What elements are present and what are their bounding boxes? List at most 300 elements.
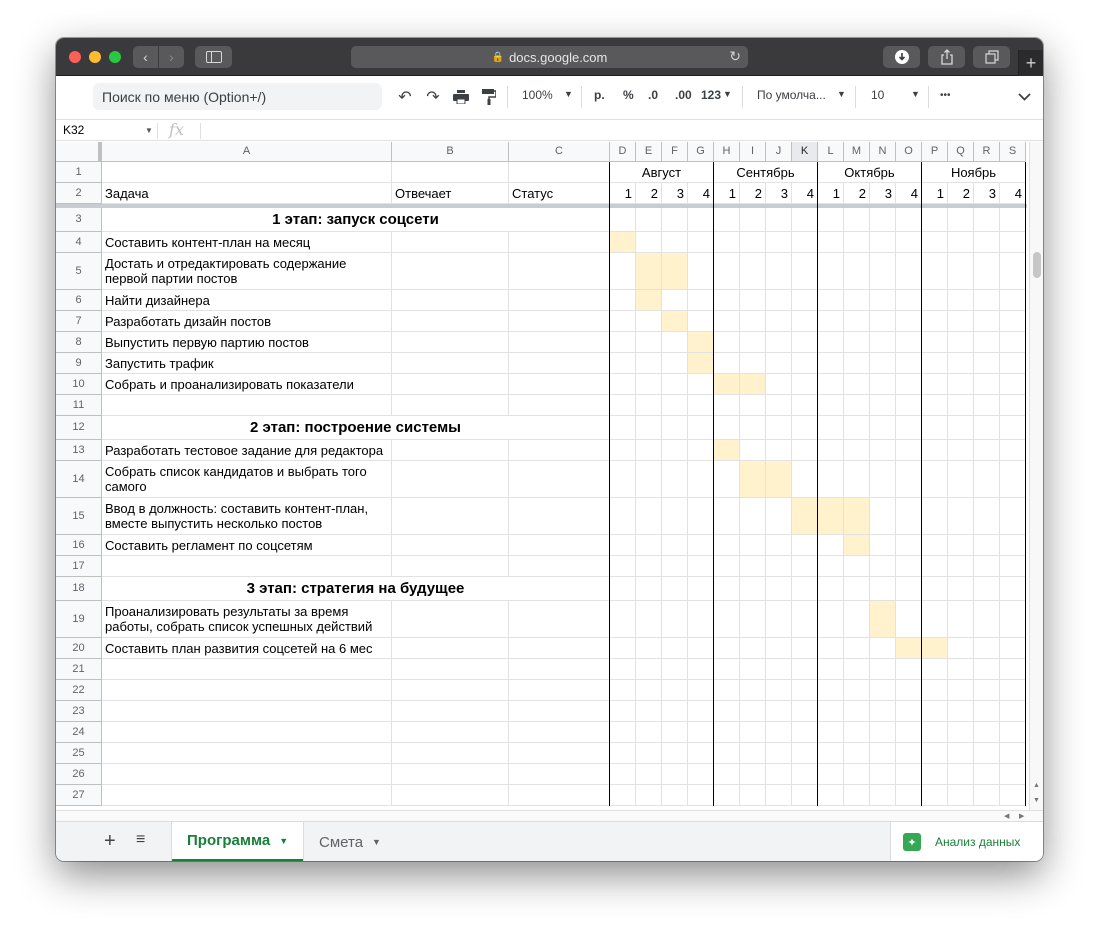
scroll-right-icon[interactable]: ▶ bbox=[1019, 813, 1025, 820]
back-button[interactable]: ‹ bbox=[133, 46, 158, 68]
grid-cell[interactable] bbox=[102, 395, 392, 416]
grid-cell[interactable] bbox=[610, 638, 636, 659]
grid-cell[interactable] bbox=[662, 680, 688, 701]
grid-cell[interactable] bbox=[610, 659, 636, 680]
grid-cell[interactable] bbox=[948, 577, 974, 601]
grid-cell[interactable] bbox=[870, 535, 896, 556]
grid-cell[interactable] bbox=[818, 701, 844, 722]
grid-cell[interactable] bbox=[896, 440, 922, 461]
grid-cell[interactable] bbox=[948, 374, 974, 395]
grid-cell[interactable] bbox=[792, 208, 818, 232]
name-box[interactable]: K32 bbox=[63, 123, 85, 137]
grid-cell[interactable] bbox=[818, 556, 844, 577]
grid-cell[interactable] bbox=[714, 461, 740, 498]
grid-cell[interactable] bbox=[896, 535, 922, 556]
grid-cell[interactable] bbox=[509, 722, 610, 743]
column-header-q[interactable]: Q bbox=[948, 142, 974, 162]
grid-cell[interactable] bbox=[662, 290, 688, 311]
grid-cell[interactable] bbox=[509, 498, 610, 535]
grid-cell[interactable] bbox=[688, 253, 714, 290]
grid-cell[interactable] bbox=[870, 722, 896, 743]
grid-cell[interactable] bbox=[392, 253, 509, 290]
grid-cell[interactable] bbox=[688, 374, 714, 395]
grid-cell[interactable] bbox=[870, 416, 896, 440]
grid-cell[interactable] bbox=[974, 659, 1000, 680]
grid-cell[interactable] bbox=[766, 311, 792, 332]
grid-cell[interactable] bbox=[688, 440, 714, 461]
grid-cell[interactable] bbox=[740, 535, 766, 556]
zoom-select[interactable]: 100% bbox=[522, 88, 553, 102]
explore-button[interactable] bbox=[891, 822, 1043, 861]
grid-cell[interactable] bbox=[766, 332, 792, 353]
vertical-scroll-thumb[interactable] bbox=[1033, 252, 1041, 278]
grid-cell[interactable] bbox=[509, 332, 610, 353]
grid-cell[interactable] bbox=[948, 440, 974, 461]
grid-cell[interactable] bbox=[844, 680, 870, 701]
grid-cell[interactable] bbox=[610, 701, 636, 722]
grid-cell[interactable] bbox=[662, 601, 688, 638]
more-formats-button[interactable]: 123 bbox=[701, 88, 722, 102]
spreadsheet-grid[interactable] bbox=[56, 142, 1043, 810]
grid-cell[interactable] bbox=[636, 416, 662, 440]
grid-cell[interactable] bbox=[766, 416, 792, 440]
grid-cell[interactable] bbox=[509, 290, 610, 311]
grid-cell[interactable] bbox=[896, 374, 922, 395]
grid-cell[interactable] bbox=[818, 208, 844, 232]
row-header-4[interactable]: 4 bbox=[56, 232, 102, 253]
address-bar[interactable] bbox=[351, 46, 748, 68]
grid-cell[interactable] bbox=[974, 332, 1000, 353]
grid-cell[interactable] bbox=[844, 556, 870, 577]
gantt-bar-cell[interactable] bbox=[636, 253, 662, 290]
grid-cell[interactable] bbox=[974, 290, 1000, 311]
grid-cell[interactable] bbox=[948, 232, 974, 253]
grid-cell[interactable] bbox=[870, 498, 896, 535]
row-header-19[interactable]: 19 bbox=[56, 601, 102, 638]
grid-cell[interactable] bbox=[870, 577, 896, 601]
grid-cell[interactable] bbox=[610, 577, 636, 601]
grid-cell[interactable] bbox=[714, 638, 740, 659]
more-formats-caret-icon[interactable]: ▼ bbox=[723, 89, 732, 99]
grid-cell[interactable] bbox=[870, 785, 896, 806]
name-box-caret-icon[interactable]: ▼ bbox=[145, 126, 153, 135]
grid-cell[interactable] bbox=[948, 722, 974, 743]
grid-cell[interactable] bbox=[636, 764, 662, 785]
grid-cell[interactable] bbox=[636, 332, 662, 353]
task-cell[interactable]: Составить регламент по соцсетям bbox=[102, 535, 392, 556]
grid-cell[interactable] bbox=[844, 577, 870, 601]
grid-cell[interactable] bbox=[662, 374, 688, 395]
grid-cell[interactable] bbox=[766, 638, 792, 659]
grid-cell[interactable] bbox=[922, 764, 948, 785]
grid-cell[interactable] bbox=[818, 785, 844, 806]
grid-cell[interactable] bbox=[896, 461, 922, 498]
task-cell[interactable]: Запустить трафик bbox=[102, 353, 392, 374]
column-header-g[interactable]: G bbox=[688, 142, 714, 162]
grid-cell[interactable] bbox=[610, 416, 636, 440]
grid-cell[interactable] bbox=[636, 722, 662, 743]
grid-cell[interactable] bbox=[766, 722, 792, 743]
column-header-h[interactable]: H bbox=[714, 142, 740, 162]
grid-cell[interactable] bbox=[662, 353, 688, 374]
grid-cell[interactable] bbox=[1000, 556, 1026, 577]
grid-cell[interactable] bbox=[610, 743, 636, 764]
scroll-left-icon[interactable]: ◀ bbox=[1004, 813, 1010, 820]
grid-cell[interactable] bbox=[818, 638, 844, 659]
grid-cell[interactable] bbox=[818, 764, 844, 785]
grid-cell[interactable] bbox=[688, 680, 714, 701]
show-tabs-button[interactable] bbox=[973, 46, 1010, 68]
row-header-12[interactable]: 12 bbox=[56, 416, 102, 440]
column-header-d[interactable]: D bbox=[610, 142, 636, 162]
grid-cell[interactable] bbox=[844, 701, 870, 722]
grid-cell[interactable] bbox=[948, 416, 974, 440]
grid-cell[interactable] bbox=[636, 395, 662, 416]
grid-cell[interactable] bbox=[714, 722, 740, 743]
share-button[interactable] bbox=[928, 46, 965, 68]
grid-cell[interactable] bbox=[509, 311, 610, 332]
grid-cell[interactable] bbox=[688, 701, 714, 722]
grid-cell[interactable] bbox=[1000, 232, 1026, 253]
grid-cell[interactable] bbox=[766, 353, 792, 374]
grid-cell[interactable] bbox=[392, 440, 509, 461]
grid-cell[interactable] bbox=[948, 332, 974, 353]
row-header-16[interactable]: 16 bbox=[56, 535, 102, 556]
grid-cell[interactable] bbox=[610, 461, 636, 498]
column-header-r[interactable]: R bbox=[974, 142, 1000, 162]
gantt-bar-cell[interactable] bbox=[662, 253, 688, 290]
grid-cell[interactable] bbox=[870, 332, 896, 353]
gantt-bar-cell[interactable] bbox=[688, 332, 714, 353]
grid-cell[interactable] bbox=[922, 461, 948, 498]
task-cell[interactable]: Выпустить первую партию постов bbox=[102, 332, 392, 353]
grid-cell[interactable] bbox=[818, 722, 844, 743]
grid-cell[interactable] bbox=[610, 208, 636, 232]
grid-cell[interactable] bbox=[610, 764, 636, 785]
grid-cell[interactable] bbox=[922, 353, 948, 374]
grid-cell[interactable] bbox=[896, 722, 922, 743]
grid-cell[interactable] bbox=[792, 785, 818, 806]
grid-cell[interactable] bbox=[102, 680, 392, 701]
column-header-c[interactable]: C bbox=[509, 142, 610, 162]
grid-cell[interactable] bbox=[974, 785, 1000, 806]
grid-cell[interactable] bbox=[102, 743, 392, 764]
grid-cell[interactable] bbox=[740, 638, 766, 659]
grid-cell[interactable] bbox=[688, 785, 714, 806]
grid-cell[interactable] bbox=[844, 440, 870, 461]
grid-cell[interactable] bbox=[922, 680, 948, 701]
grid-cell[interactable] bbox=[714, 785, 740, 806]
grid-cell[interactable] bbox=[792, 353, 818, 374]
grid-cell[interactable] bbox=[740, 440, 766, 461]
grid-cell[interactable] bbox=[818, 440, 844, 461]
grid-cell[interactable] bbox=[1000, 395, 1026, 416]
grid-cell[interactable] bbox=[896, 416, 922, 440]
grid-cell[interactable] bbox=[636, 701, 662, 722]
grid-cell[interactable] bbox=[948, 461, 974, 498]
grid-cell[interactable] bbox=[509, 395, 610, 416]
grid-cell[interactable] bbox=[896, 290, 922, 311]
column-header-j[interactable]: J bbox=[766, 142, 792, 162]
grid-cell[interactable] bbox=[1000, 535, 1026, 556]
grid-cell[interactable] bbox=[870, 395, 896, 416]
more-options-icon[interactable]: ••• bbox=[940, 90, 951, 101]
grid-cell[interactable] bbox=[792, 601, 818, 638]
task-cell[interactable]: Достать и отредактировать содержание первой партии постов bbox=[102, 253, 392, 290]
grid-cell[interactable] bbox=[844, 395, 870, 416]
grid-cell[interactable] bbox=[1000, 353, 1026, 374]
grid-cell[interactable] bbox=[610, 353, 636, 374]
grid-cell[interactable] bbox=[792, 395, 818, 416]
grid-cell[interactable] bbox=[392, 701, 509, 722]
grid-cell[interactable] bbox=[844, 638, 870, 659]
grid-cell[interactable] bbox=[1000, 290, 1026, 311]
grid-cell[interactable] bbox=[766, 743, 792, 764]
grid-cell[interactable] bbox=[740, 253, 766, 290]
grid-cell[interactable] bbox=[818, 535, 844, 556]
grid-cell[interactable] bbox=[714, 601, 740, 638]
grid-cell[interactable] bbox=[509, 535, 610, 556]
grid-cell[interactable] bbox=[740, 577, 766, 601]
grid-cell[interactable] bbox=[896, 743, 922, 764]
grid-cell[interactable] bbox=[636, 311, 662, 332]
grid-cell[interactable] bbox=[896, 764, 922, 785]
grid-cell[interactable] bbox=[688, 290, 714, 311]
grid-cell[interactable] bbox=[792, 638, 818, 659]
grid-cell[interactable] bbox=[792, 311, 818, 332]
grid-cell[interactable] bbox=[870, 701, 896, 722]
grid-cell[interactable] bbox=[922, 311, 948, 332]
grid-cell[interactable] bbox=[740, 680, 766, 701]
grid-cell[interactable] bbox=[922, 395, 948, 416]
gantt-bar-cell[interactable] bbox=[922, 638, 948, 659]
print-icon[interactable] bbox=[451, 86, 471, 108]
gantt-bar-cell[interactable] bbox=[870, 601, 896, 638]
grid-cell[interactable] bbox=[509, 374, 610, 395]
grid-cell[interactable] bbox=[662, 332, 688, 353]
row-header-9[interactable]: 9 bbox=[56, 353, 102, 374]
grid-cell[interactable] bbox=[974, 374, 1000, 395]
grid-cell[interactable] bbox=[896, 332, 922, 353]
grid-cell[interactable] bbox=[818, 743, 844, 764]
grid-cell[interactable] bbox=[844, 253, 870, 290]
grid-cell[interactable] bbox=[870, 440, 896, 461]
gantt-bar-cell[interactable] bbox=[662, 311, 688, 332]
grid-cell[interactable] bbox=[740, 208, 766, 232]
grid-cell[interactable] bbox=[896, 659, 922, 680]
row-header-11[interactable]: 11 bbox=[56, 395, 102, 416]
grid-cell[interactable] bbox=[792, 722, 818, 743]
grid-cell[interactable] bbox=[636, 638, 662, 659]
grid-cell[interactable] bbox=[948, 659, 974, 680]
grid-cell[interactable] bbox=[102, 701, 392, 722]
grid-cell[interactable] bbox=[922, 208, 948, 232]
grid-cell[interactable] bbox=[766, 556, 792, 577]
grid-cell[interactable] bbox=[509, 659, 610, 680]
task-cell[interactable]: Ввод в должность: составить контент-план, вместе выпустить несколько постов bbox=[102, 498, 392, 535]
grid-cell[interactable] bbox=[974, 461, 1000, 498]
grid-cell[interactable] bbox=[948, 601, 974, 638]
grid-cell[interactable] bbox=[818, 659, 844, 680]
grid-cell[interactable] bbox=[974, 764, 1000, 785]
grid-cell[interactable] bbox=[1000, 722, 1026, 743]
grid-cell[interactable] bbox=[844, 601, 870, 638]
grid-cell[interactable] bbox=[974, 556, 1000, 577]
gantt-bar-cell[interactable] bbox=[740, 374, 766, 395]
grid-cell[interactable] bbox=[948, 743, 974, 764]
task-cell[interactable]: Найти дизайнера bbox=[102, 290, 392, 311]
grid-cell[interactable] bbox=[974, 577, 1000, 601]
add-sheet-button[interactable]: + bbox=[104, 830, 116, 852]
grid-cell[interactable] bbox=[662, 659, 688, 680]
grid-cell[interactable] bbox=[792, 764, 818, 785]
grid-cell[interactable] bbox=[818, 311, 844, 332]
gantt-bar-cell[interactable] bbox=[610, 232, 636, 253]
grid-cell[interactable] bbox=[509, 162, 610, 183]
grid-cell[interactable] bbox=[870, 638, 896, 659]
grid-cell[interactable] bbox=[662, 416, 688, 440]
downloads-button[interactable] bbox=[883, 46, 920, 68]
task-cell[interactable]: Составить план развития соцсетей на 6 мес bbox=[102, 638, 392, 659]
grid-cell[interactable] bbox=[1000, 659, 1026, 680]
grid-cell[interactable] bbox=[392, 461, 509, 498]
grid-cell[interactable] bbox=[896, 395, 922, 416]
column-header-n[interactable]: N bbox=[870, 142, 896, 162]
grid-cell[interactable] bbox=[740, 601, 766, 638]
grid-cell[interactable] bbox=[662, 208, 688, 232]
row-header-21[interactable]: 21 bbox=[56, 659, 102, 680]
grid-cell[interactable] bbox=[610, 395, 636, 416]
grid-cell[interactable] bbox=[896, 232, 922, 253]
grid-cell[interactable] bbox=[818, 232, 844, 253]
grid-cell[interactable] bbox=[392, 311, 509, 332]
grid-cell[interactable] bbox=[766, 440, 792, 461]
grid-cell[interactable] bbox=[688, 498, 714, 535]
grid-cell[interactable] bbox=[870, 374, 896, 395]
grid-cell[interactable] bbox=[714, 659, 740, 680]
grid-cell[interactable] bbox=[392, 535, 509, 556]
grid-cell[interactable] bbox=[714, 680, 740, 701]
grid-cell[interactable] bbox=[922, 290, 948, 311]
grid-cell[interactable] bbox=[688, 743, 714, 764]
grid-cell[interactable] bbox=[844, 208, 870, 232]
scroll-up-icon[interactable]: ▲ bbox=[1033, 782, 1040, 789]
grid-cell[interactable] bbox=[714, 577, 740, 601]
grid-cell[interactable] bbox=[714, 290, 740, 311]
grid-cell[interactable] bbox=[610, 374, 636, 395]
grid-cell[interactable] bbox=[509, 353, 610, 374]
select-all-corner[interactable] bbox=[56, 142, 102, 162]
column-header-k[interactable]: K bbox=[792, 142, 818, 162]
grid-cell[interactable] bbox=[1000, 374, 1026, 395]
grid-cell[interactable] bbox=[818, 680, 844, 701]
grid-cell[interactable] bbox=[948, 395, 974, 416]
grid-cell[interactable] bbox=[870, 311, 896, 332]
gantt-bar-cell[interactable] bbox=[688, 353, 714, 374]
vertical-scrollbar[interactable] bbox=[1029, 142, 1043, 810]
grid-cell[interactable] bbox=[948, 311, 974, 332]
task-cell[interactable]: Разработать тестовое задание для редактора bbox=[102, 440, 392, 461]
grid-cell[interactable] bbox=[392, 353, 509, 374]
grid-cell[interactable] bbox=[662, 701, 688, 722]
row-header-24[interactable]: 24 bbox=[56, 722, 102, 743]
grid-cell[interactable] bbox=[636, 208, 662, 232]
grid-cell[interactable] bbox=[1000, 498, 1026, 535]
grid-cell[interactable] bbox=[392, 556, 509, 577]
grid-cell[interactable] bbox=[922, 332, 948, 353]
grid-cell[interactable] bbox=[948, 535, 974, 556]
grid-cell[interactable] bbox=[102, 556, 392, 577]
grid-cell[interactable] bbox=[896, 701, 922, 722]
menu-search-input[interactable]: Поиск по меню (Option+/) bbox=[93, 83, 382, 110]
grid-cell[interactable] bbox=[766, 290, 792, 311]
scroll-down-icon[interactable]: ▼ bbox=[1033, 797, 1040, 804]
grid-cell[interactable] bbox=[662, 785, 688, 806]
grid-cell[interactable] bbox=[896, 253, 922, 290]
grid-cell[interactable] bbox=[818, 461, 844, 498]
grid-cell[interactable] bbox=[662, 722, 688, 743]
grid-cell[interactable] bbox=[688, 577, 714, 601]
grid-cell[interactable] bbox=[636, 353, 662, 374]
grid-cell[interactable] bbox=[688, 659, 714, 680]
all-sheets-button[interactable]: ≡ bbox=[136, 831, 146, 848]
grid-cell[interactable] bbox=[922, 556, 948, 577]
column-header-o[interactable]: O bbox=[896, 142, 922, 162]
grid-cell[interactable] bbox=[740, 701, 766, 722]
grid-cell[interactable] bbox=[844, 659, 870, 680]
grid-cell[interactable] bbox=[948, 785, 974, 806]
grid-cell[interactable] bbox=[792, 680, 818, 701]
grid-cell[interactable] bbox=[688, 232, 714, 253]
row-header-15[interactable]: 15 bbox=[56, 498, 102, 535]
tab-menu-caret-icon[interactable]: ▼ bbox=[279, 835, 289, 846]
row-header-27[interactable]: 27 bbox=[56, 785, 102, 806]
grid-cell[interactable] bbox=[870, 232, 896, 253]
grid-cell[interactable] bbox=[844, 764, 870, 785]
grid-cell[interactable] bbox=[610, 785, 636, 806]
column-header-p[interactable]: P bbox=[922, 142, 948, 162]
grid-cell[interactable] bbox=[636, 498, 662, 535]
grid-cell[interactable] bbox=[766, 577, 792, 601]
grid-cell[interactable] bbox=[974, 701, 1000, 722]
reload-icon[interactable]: ↻ bbox=[729, 48, 741, 64]
zoom-caret-icon[interactable]: ▼ bbox=[564, 89, 573, 99]
grid-cell[interactable] bbox=[870, 764, 896, 785]
grid-cell[interactable] bbox=[740, 290, 766, 311]
grid-cell[interactable] bbox=[662, 556, 688, 577]
grid-cell[interactable] bbox=[636, 232, 662, 253]
row-header-26[interactable]: 26 bbox=[56, 764, 102, 785]
grid-cell[interactable] bbox=[1000, 601, 1026, 638]
grid-cell[interactable] bbox=[948, 290, 974, 311]
grid-cell[interactable] bbox=[509, 556, 610, 577]
row-header-23[interactable]: 23 bbox=[56, 701, 102, 722]
grid-cell[interactable] bbox=[818, 416, 844, 440]
grid-cell[interactable] bbox=[766, 232, 792, 253]
grid-cell[interactable] bbox=[870, 680, 896, 701]
grid-cell[interactable] bbox=[636, 577, 662, 601]
grid-cell[interactable] bbox=[792, 440, 818, 461]
grid-cell[interactable] bbox=[509, 638, 610, 659]
grid-cell[interactable] bbox=[610, 332, 636, 353]
grid-cell[interactable] bbox=[509, 764, 610, 785]
tab-menu-caret-icon[interactable]: ▼ bbox=[372, 837, 381, 847]
grid-cell[interactable] bbox=[766, 701, 792, 722]
grid-cell[interactable] bbox=[870, 208, 896, 232]
grid-cell[interactable] bbox=[102, 785, 392, 806]
increase-decimal-button[interactable]: .00 bbox=[675, 88, 692, 102]
grid-cell[interactable] bbox=[740, 353, 766, 374]
